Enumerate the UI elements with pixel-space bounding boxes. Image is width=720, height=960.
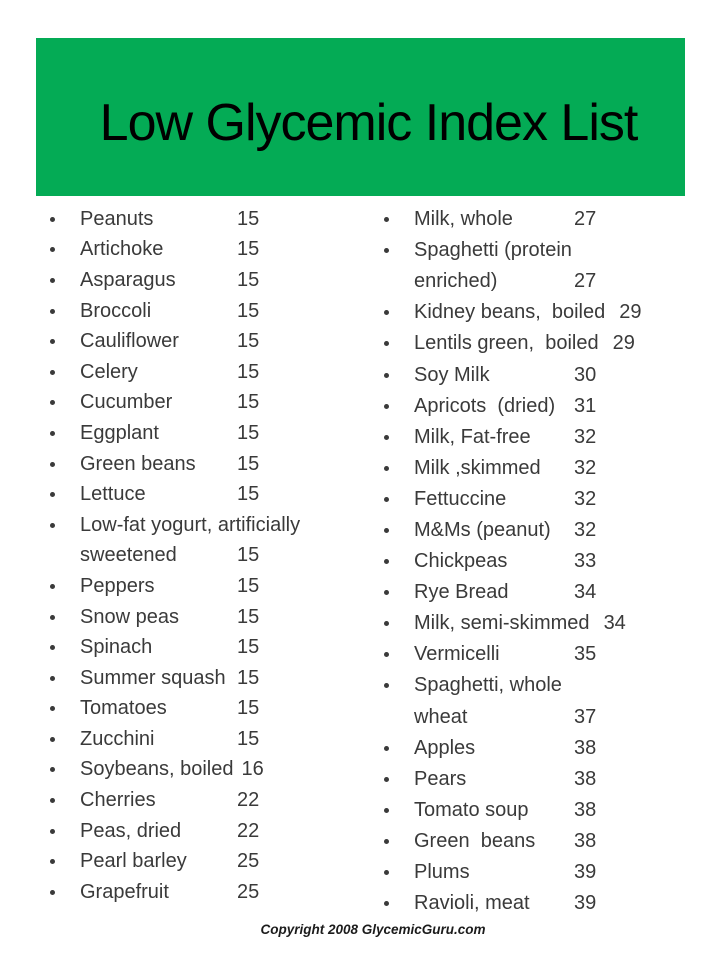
food-name: Peppers <box>80 574 155 597</box>
gi-value: 27 <box>574 208 597 231</box>
list-item <box>380 826 714 857</box>
food-name: Spinach <box>80 636 153 659</box>
bullet-icon <box>384 652 389 657</box>
list-item <box>46 541 362 572</box>
bullet-icon <box>50 645 55 650</box>
gi-value: 39 <box>574 861 597 884</box>
bullet-icon <box>50 278 55 283</box>
list-item <box>380 546 714 577</box>
food-name: Grapefruit <box>80 880 169 903</box>
food-name: Milk, semi-skimmed <box>414 612 590 635</box>
gi-value: 15 <box>237 666 260 689</box>
bullet-cell <box>46 676 80 681</box>
food-name: Snow peas <box>80 605 179 628</box>
food-name: Soybeans, boiled <box>80 758 234 781</box>
bullet-cell <box>46 370 80 375</box>
bullet-cell <box>380 590 414 595</box>
food-name: Asparagus <box>80 268 176 291</box>
gi-value: 31 <box>574 394 597 417</box>
bullet-cell <box>380 435 414 440</box>
list-item <box>380 764 714 795</box>
bullet-icon <box>50 309 55 314</box>
bullet-cell <box>46 492 80 497</box>
gi-value: 15 <box>237 636 260 659</box>
gi-value: 39 <box>574 892 597 915</box>
gi-value: 32 <box>574 518 597 541</box>
list-item <box>46 785 362 816</box>
bullet-icon <box>384 528 389 533</box>
food-name: Spaghetti, whole <box>414 674 562 697</box>
gi-value: 38 <box>574 798 597 821</box>
list-item <box>380 453 714 484</box>
bullet-cell <box>380 621 414 626</box>
bullet-icon <box>384 559 389 564</box>
food-name: Milk, Fat-free <box>414 425 531 448</box>
list-item <box>380 359 714 390</box>
bullet-icon <box>50 462 55 467</box>
gi-value: 32 <box>574 456 597 479</box>
gi-value: 15 <box>237 421 260 444</box>
bullet-icon <box>50 339 55 344</box>
bullet-icon <box>50 247 55 252</box>
gi-value: 15 <box>237 697 260 720</box>
title-banner <box>36 38 685 196</box>
gi-value: 15 <box>237 268 260 291</box>
food-name: Green beans <box>414 829 536 852</box>
bullet-icon <box>384 901 389 906</box>
bullet-cell <box>46 767 80 772</box>
bullet-cell <box>380 870 414 875</box>
bullet-icon <box>50 676 55 681</box>
gi-value: 29 <box>619 301 642 324</box>
gi-value: 38 <box>574 767 597 790</box>
food-name: Rye Bread <box>414 581 509 604</box>
list-item <box>46 724 362 755</box>
bullet-cell <box>46 829 80 834</box>
bullet-cell <box>46 462 80 467</box>
gi-value: 15 <box>237 727 260 750</box>
food-name: Ravioli, meat <box>414 892 530 915</box>
list-item <box>46 694 362 725</box>
food-name: Spaghetti (protein <box>414 239 572 262</box>
food-name: M&Ms (peanut) <box>414 518 551 541</box>
food-name: Vermicelli <box>414 643 500 666</box>
bullet-icon <box>50 767 55 772</box>
bullet-icon <box>50 584 55 589</box>
list-item <box>380 608 714 639</box>
food-name: Celery <box>80 360 138 383</box>
bullet-cell <box>46 523 80 528</box>
bullet-icon <box>384 248 389 253</box>
food-name: Peanuts <box>80 207 154 230</box>
gi-value: 34 <box>603 612 626 635</box>
food-name: Eggplant <box>80 421 159 444</box>
list-item <box>46 388 362 419</box>
list-item <box>46 265 362 296</box>
list-item <box>380 702 714 733</box>
food-name: Tomatoes <box>80 697 167 720</box>
list-item <box>46 510 362 541</box>
food-name: Lettuce <box>80 483 146 506</box>
list-item <box>46 816 362 847</box>
gi-value: 38 <box>574 736 597 759</box>
gi-value: 35 <box>574 643 597 666</box>
list-item <box>46 663 362 694</box>
bullet-icon <box>384 746 389 751</box>
food-name: Tomato soup <box>414 798 529 821</box>
gi-value: 22 <box>237 819 260 842</box>
bullet-icon <box>50 706 55 711</box>
left-column <box>46 204 362 908</box>
bullet-cell <box>380 652 414 657</box>
list-item <box>46 449 362 480</box>
bullet-cell <box>380 901 414 906</box>
list-item <box>380 235 714 266</box>
bullet-icon <box>50 737 55 742</box>
bullet-cell <box>380 839 414 844</box>
food-name: Kidney beans, boiled <box>414 301 606 324</box>
bullet-cell <box>380 310 414 315</box>
gi-value: 34 <box>574 581 597 604</box>
food-name: Artichoke <box>80 238 164 261</box>
gi-value: 15 <box>237 299 260 322</box>
food-name: Soy Milk <box>414 363 490 386</box>
list-item <box>46 571 362 602</box>
food-name: Milk ,skimmed <box>414 456 541 479</box>
bullet-cell <box>46 431 80 436</box>
bullet-icon <box>50 829 55 834</box>
bullet-cell <box>380 404 414 409</box>
gi-value: 37 <box>574 705 597 728</box>
bullet-cell <box>380 217 414 222</box>
list-item <box>380 328 714 359</box>
list-item <box>46 418 362 449</box>
list-item <box>380 888 714 919</box>
list-item <box>46 632 362 663</box>
bullet-icon <box>384 808 389 813</box>
list-item <box>380 515 714 546</box>
food-name: enriched) <box>414 270 498 293</box>
gi-value: 29 <box>612 332 635 355</box>
list-item <box>380 266 714 297</box>
food-name: Zucchini <box>80 727 155 750</box>
page-title: Low Glycemic Index List <box>99 94 638 152</box>
food-name: Broccoli <box>80 299 152 322</box>
bullet-icon <box>384 777 389 782</box>
bullet-icon <box>384 590 389 595</box>
bullet-icon <box>50 798 55 803</box>
bullet-cell <box>46 217 80 222</box>
food-name: Peas, dried <box>80 819 182 842</box>
gi-value: 15 <box>237 360 260 383</box>
gi-value: 16 <box>241 758 264 781</box>
bullet-icon <box>384 217 389 222</box>
gi-value: 15 <box>237 483 260 506</box>
gi-value: 38 <box>574 829 597 852</box>
bullet-icon <box>50 523 55 528</box>
food-name: Fettuccine <box>414 487 507 510</box>
gi-value: 15 <box>237 207 260 230</box>
bullet-cell <box>46 798 80 803</box>
food-name: Cauliflower <box>80 330 179 353</box>
bullet-icon <box>384 466 389 471</box>
list-item <box>46 357 362 388</box>
list-item <box>380 577 714 608</box>
list-item <box>380 484 714 515</box>
bullet-cell <box>46 247 80 252</box>
list-item <box>380 670 714 701</box>
list-item <box>46 877 362 908</box>
bullet-cell <box>46 890 80 895</box>
list-item <box>380 857 714 888</box>
bullet-cell <box>380 683 414 688</box>
food-name: wheat <box>414 705 468 728</box>
bullet-icon <box>50 890 55 895</box>
food-name: sweetened <box>80 544 177 567</box>
list-item <box>46 755 362 786</box>
bullet-cell <box>380 808 414 813</box>
bullet-cell <box>380 373 414 378</box>
bullet-cell <box>380 341 414 346</box>
food-name: Lentils green, boiled <box>414 332 599 355</box>
bullet-cell <box>46 859 80 864</box>
bullet-icon <box>50 492 55 497</box>
bullet-icon <box>50 859 55 864</box>
list-item <box>46 326 362 357</box>
food-name: Low-fat yogurt, artificially <box>80 513 301 536</box>
bullet-icon <box>384 341 389 346</box>
list-item <box>380 795 714 826</box>
bullet-cell <box>46 645 80 650</box>
gi-value: 15 <box>237 544 260 567</box>
bullet-cell <box>46 400 80 405</box>
gi-value: 15 <box>237 391 260 414</box>
footer <box>0 921 720 939</box>
gi-value: 15 <box>237 452 260 475</box>
gi-value: 33 <box>574 550 597 573</box>
list-item <box>46 602 362 633</box>
list-item <box>380 639 714 670</box>
list-item <box>380 733 714 764</box>
bullet-icon <box>384 310 389 315</box>
bullet-icon <box>384 839 389 844</box>
list-item <box>46 296 362 327</box>
bullet-icon <box>384 683 389 688</box>
bullet-icon <box>384 373 389 378</box>
food-name: Plums <box>414 861 470 884</box>
bullet-icon <box>50 615 55 620</box>
bullet-cell <box>380 746 414 751</box>
bullet-cell <box>46 615 80 620</box>
food-name: Cucumber <box>80 391 173 414</box>
bullet-icon <box>50 400 55 405</box>
gi-value: 15 <box>237 238 260 261</box>
gi-value: 30 <box>574 363 597 386</box>
bullet-cell <box>380 466 414 471</box>
bullet-icon <box>384 497 389 502</box>
list-item <box>380 204 714 235</box>
bullet-cell <box>380 528 414 533</box>
bullet-cell <box>380 497 414 502</box>
list-item <box>46 235 362 266</box>
bullet-icon <box>384 621 389 626</box>
bullet-icon <box>50 217 55 222</box>
bullet-cell <box>46 737 80 742</box>
food-name: Pearl barley <box>80 850 187 873</box>
bullet-icon <box>384 404 389 409</box>
food-name: Green beans <box>80 452 196 475</box>
gi-value: 15 <box>237 605 260 628</box>
list-item <box>46 204 362 235</box>
bullet-icon <box>384 870 389 875</box>
gi-value: 22 <box>237 789 260 812</box>
copyright-text: Copyright 2008 GlycemicGuru.com <box>260 922 486 937</box>
food-name: Apricots (dried) <box>414 394 556 417</box>
gi-value: 25 <box>237 850 260 873</box>
list-item <box>46 479 362 510</box>
food-name: Pears <box>414 767 467 790</box>
bullet-icon <box>50 431 55 436</box>
gi-value: 32 <box>574 425 597 448</box>
gi-value: 32 <box>574 487 597 510</box>
gi-value: 27 <box>574 270 597 293</box>
bullet-cell <box>380 559 414 564</box>
list-item <box>380 422 714 453</box>
bullet-cell <box>46 278 80 283</box>
gi-value: 15 <box>237 330 260 353</box>
bullet-cell <box>380 777 414 782</box>
food-name: Chickpeas <box>414 550 508 573</box>
list-item <box>46 846 362 877</box>
bullet-cell <box>46 706 80 711</box>
bullet-cell <box>46 584 80 589</box>
gi-value: 15 <box>237 574 260 597</box>
right-column <box>380 204 714 919</box>
food-name: Milk, whole <box>414 208 513 231</box>
food-name: Cherries <box>80 789 156 812</box>
food-name: Summer squash <box>80 666 226 689</box>
bullet-cell <box>46 339 80 344</box>
list-item <box>380 391 714 422</box>
bullet-icon <box>50 370 55 375</box>
bullet-cell <box>46 309 80 314</box>
gi-value: 25 <box>237 880 260 903</box>
bullet-cell <box>380 248 414 253</box>
bullet-icon <box>384 435 389 440</box>
food-name: Apples <box>414 736 476 759</box>
list-item <box>380 297 714 328</box>
